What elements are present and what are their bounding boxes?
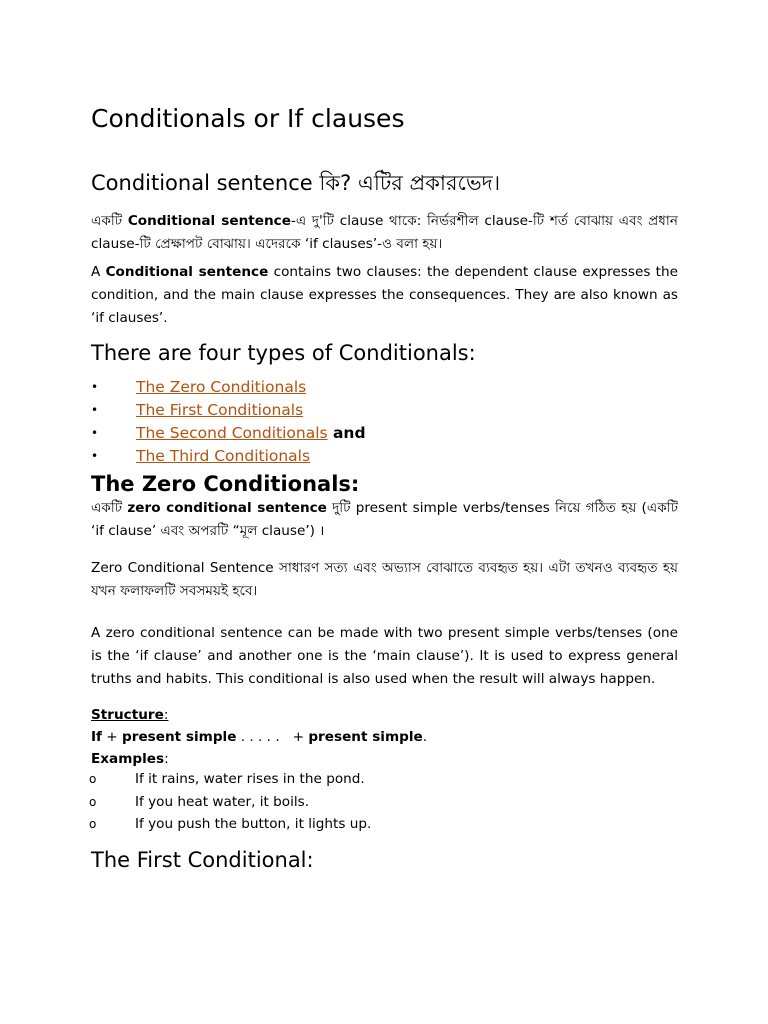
bullet-icon: • [91,380,99,394]
example-text: If you heat water, it boils. [135,793,310,810]
list-item [91,768,678,791]
bengali-definition-paragraph [91,210,678,256]
structure-text: Structure [91,707,164,723]
types-heading: There are four types of Conditionals: [91,341,476,365]
formula-end: . [422,729,428,745]
first-conditionals-link[interactable]: The First Conditionals [136,401,304,419]
second-conditionals-link[interactable]: The Second Conditionals [136,424,328,442]
bullet-icon: • [91,403,99,417]
list-item [91,376,678,399]
list-item [91,422,678,445]
formula-if: If [91,729,102,745]
circle-bullet-icon: o [89,772,97,786]
text: দুটি present simple verbs/tenses নিয়ে গঠিত হয় (একটি ‘if clause’ এবং অপরটি “মূল clause’) । [91,500,678,539]
bold-term: Conditional sentence [105,264,269,280]
bold-term: zero conditional sentence [127,500,327,516]
zero-english-paragraph: A zero conditional sentence can be made with two present simple verbs/tenses (one is the ‘if clause’ and another one is the ‘main clause’). It is used to express general truths and habits. This conditional is also used when the result will always happen. [91,625,678,687]
zero-conditionals-link[interactable]: The Zero Conditionals [136,378,307,396]
list-item [91,813,678,836]
example-text: If it rains, water rises in the pond. [135,771,365,787]
english-definition-paragraph [91,261,678,330]
zero-bengali-paragraph-1 [91,497,678,543]
bullet-icon: • [91,449,99,463]
examples-text: Examples [91,751,165,767]
examples-colon: : [164,751,169,767]
formula-dots: . . . . . + [236,729,309,745]
examples-label [91,748,678,770]
list-item [91,791,678,814]
structure-colon: : [163,707,169,723]
text: একটি [91,213,128,229]
first-conditional-heading: The First Conditional: [91,848,314,872]
text: -এ দু'টি clause থাকে: নির্ভরশীল clause-টি শর্ত বোঝায় এবং প্রধান clause-টি প্রেক্ষাপট বোঝায়। এদেরকে ‘if clauses’-ও বলা হয়। [91,213,678,252]
list-item [91,445,678,468]
third-conditionals-link[interactable]: The Third Conditionals [136,447,311,465]
page-title: Conditionals or If clauses [91,104,405,133]
bullet-icon: • [91,426,99,440]
bold-term: Conditional sentence [127,213,291,229]
types-list [91,376,678,468]
list-item [91,399,678,422]
formula-present-simple-1: present simple [122,729,237,745]
text: একটি [91,500,128,516]
suffix: and [327,424,366,442]
zero-conditionals-heading: The Zero Conditionals: [91,472,360,496]
circle-bullet-icon: o [89,794,97,809]
text: A [91,264,106,280]
structure-formula [91,726,678,748]
circle-bullet-icon: o [89,817,97,831]
examples-list [91,768,678,836]
example-text: If you push the button, it lights up. [135,816,372,832]
section-heading-conditional-sentence: Conditional sentence কি? এটির প্রকারভেদ। [91,171,501,195]
formula-plus: + [101,729,123,745]
zero-bengali-paragraph-2: Zero Conditional Sentence সাধারণ সত্য এবং অভ্যাস বোঝাতে ব্যবহৃত হয়। এটা তখনও ব্যবহৃত হয় যখন ফলাফলটি সবসময়ই হবে। [91,560,678,599]
text: contains two clauses: the dependent clause expresses the condition, and the main clause expresses the consequences. They are also known as ‘if clauses’. [91,264,678,326]
formula-present-simple-2: present simple [308,729,423,745]
structure-label [91,704,678,726]
